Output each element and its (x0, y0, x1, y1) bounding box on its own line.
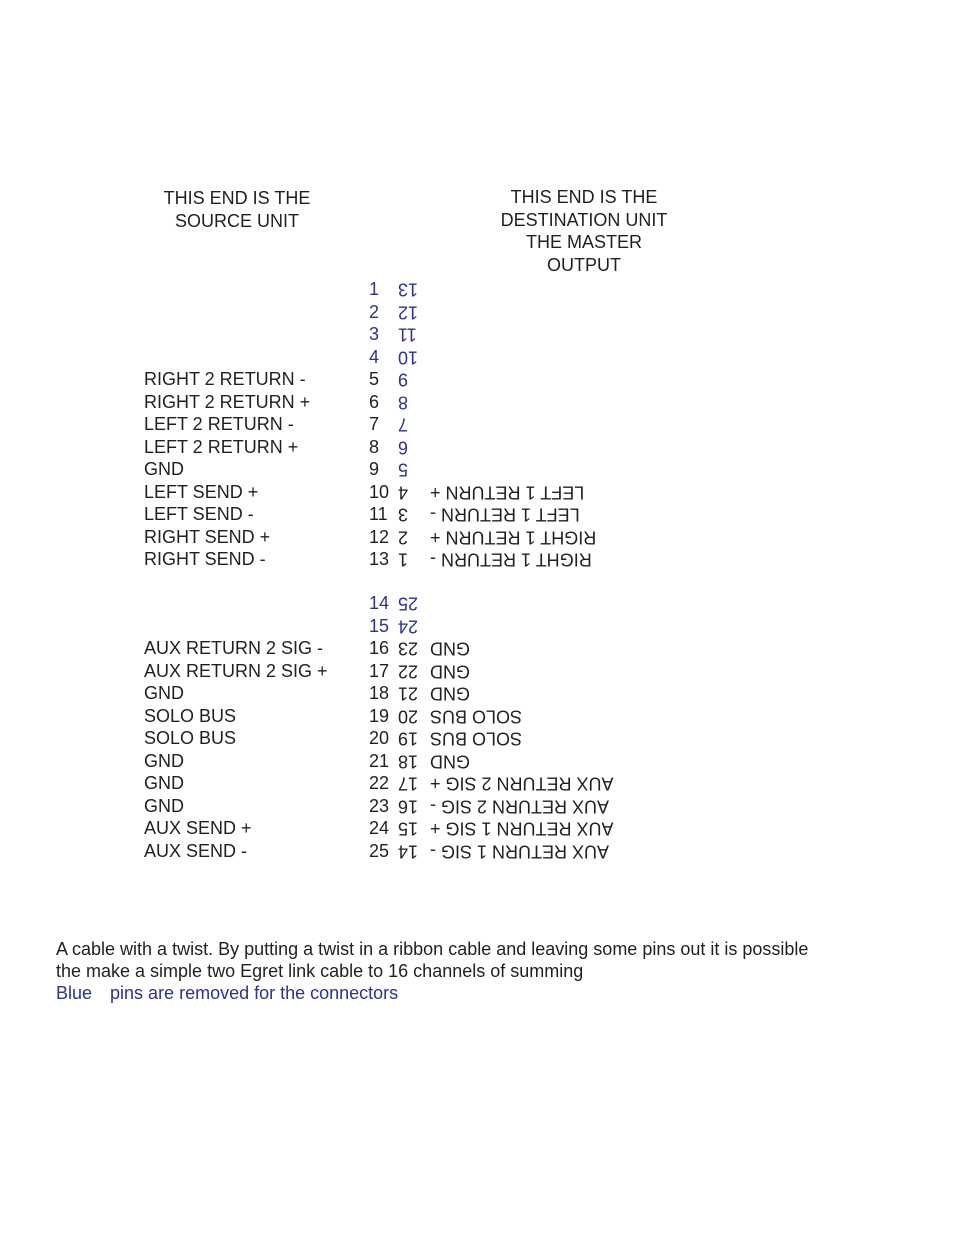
destination-pin-number: 23 (398, 638, 419, 659)
destination-pin-number: 7 (398, 414, 409, 435)
source-pin-number: 22 (369, 773, 390, 793)
source-signal-label: GND (144, 683, 184, 703)
source-pin-number: 5 (369, 369, 380, 389)
destination-signal-label: GND (430, 683, 470, 704)
legend-text: pins are removed for the connectors (110, 983, 399, 1003)
pin-row (0, 436, 954, 459)
source-signal-label: GND (144, 773, 184, 793)
source-pin-number: 25 (369, 840, 390, 861)
source-signal-label: RIGHT SEND - (144, 549, 266, 569)
pin-row (0, 705, 954, 728)
source-header-line: SOURCE UNIT (174, 210, 299, 231)
source-pin-number: 6 (369, 391, 380, 412)
pin-row (0, 301, 954, 324)
source-pin-number: 17 (369, 660, 390, 681)
pin-row (0, 817, 954, 840)
pin-row (0, 592, 954, 615)
pin-row (0, 615, 954, 638)
destination-signal-label: GND (430, 661, 470, 681)
pin-row (0, 346, 954, 369)
pin-row (0, 660, 954, 683)
pin-row (0, 682, 954, 705)
pin-row (0, 750, 954, 773)
source-pin-number: 14 (369, 593, 390, 613)
source-pin-number: 4 (369, 346, 380, 367)
destination-signal-label: GND (430, 638, 470, 659)
destination-signal-label: LEFT 1 RETURN + (430, 482, 585, 502)
destination-pin-number: 14 (398, 841, 419, 861)
source-signal-label: LEFT SEND + (144, 481, 259, 502)
source-pin-number: 16 (369, 638, 390, 658)
destination-signal-label: RIGHT 1 RETURN + (430, 527, 597, 547)
source-pin-number: 21 (369, 750, 390, 771)
pin-row (0, 772, 954, 795)
cable-description-line-1: A cable with a twist. By putting a twist in a ribbon cable and leaving some pins out it is possible (56, 939, 809, 959)
destination-pin-number: 17 (398, 773, 419, 794)
pin-row (0, 548, 954, 571)
destination-signal-label: GND (430, 751, 470, 771)
destination-pin-number: 25 (398, 593, 419, 614)
destination-header-line: THIS END IS THE (510, 187, 658, 207)
pin-row (0, 458, 954, 481)
source-pin-number: 13 (369, 549, 390, 569)
destination-header-line: DESTINATION UNIT (500, 209, 668, 230)
pin-row (0, 840, 954, 863)
destination-unit-header (484, 186, 684, 276)
source-pin-number: 10 (369, 481, 390, 502)
destination-pin-number: 6 (398, 437, 409, 457)
destination-header-line: OUTPUT (547, 254, 621, 275)
source-signal-label: RIGHT SEND + (144, 526, 271, 547)
source-pin-number: 15 (369, 615, 390, 636)
source-signal-label: LEFT SEND - (144, 504, 254, 524)
legend-blue-word: Blue (56, 983, 93, 1003)
pin-row (0, 278, 954, 301)
destination-pin-number: 24 (398, 616, 419, 636)
source-pin-number: 20 (369, 728, 390, 748)
source-pin-number: 19 (369, 705, 390, 726)
pin-row (0, 727, 954, 750)
pin-row (0, 323, 954, 346)
destination-pin-number: 19 (398, 728, 419, 749)
destination-signal-label: AUX RETURN 1 SIG - (430, 841, 610, 861)
source-signal-label: SOLO BUS (144, 728, 237, 748)
destination-pin-number: 9 (398, 369, 409, 390)
source-signal-label: GND (144, 750, 184, 771)
removed-pins-legend (56, 982, 398, 1005)
source-pin-number: 18 (369, 683, 390, 703)
destination-signal-label: SOLO BUS (430, 706, 523, 726)
pin-row (0, 391, 954, 414)
destination-header-line: THE MASTER (525, 232, 642, 252)
destination-pin-number: 21 (398, 683, 419, 704)
destination-pin-number: 8 (398, 392, 409, 412)
destination-signal-label: LEFT 1 RETURN - (430, 504, 580, 525)
destination-pin-number: 18 (398, 751, 419, 771)
source-signal-label: GND (144, 459, 184, 479)
source-signal-label: LEFT 2 RETURN - (144, 414, 294, 434)
pin-row (0, 503, 954, 526)
destination-pin-number: 4 (398, 482, 409, 502)
destination-signal-label: AUX RETURN 2 SIG + (430, 773, 614, 794)
source-signal-label: AUX SEND + (144, 818, 252, 838)
cable-description-line-2: the make a simple two Egret link cable to 16 channels of summing (56, 961, 584, 981)
source-signal-label: SOLO BUS (144, 705, 237, 726)
destination-signal-label: RIGHT 1 RETURN - (430, 549, 592, 570)
source-pin-number: 7 (369, 414, 380, 434)
source-signal-label: RIGHT 2 RETURN - (144, 369, 306, 389)
destination-pin-number: 20 (398, 706, 419, 726)
destination-signal-label: AUX RETURN 2 SIG - (430, 796, 610, 816)
source-pin-number: 9 (369, 459, 380, 479)
destination-pin-number: 2 (398, 527, 409, 547)
destination-pin-number: 5 (398, 459, 409, 480)
source-pin-number: 2 (369, 301, 380, 322)
destination-pin-number: 16 (398, 796, 419, 816)
destination-pin-number: 10 (398, 347, 419, 367)
source-header-line: THIS END IS THE (163, 188, 311, 208)
destination-pin-number: 11 (398, 324, 417, 345)
pin-row (0, 526, 954, 549)
source-signal-label: AUX SEND - (144, 840, 248, 861)
source-pin-number: 12 (369, 526, 390, 547)
source-signal-label: RIGHT 2 RETURN + (144, 391, 311, 412)
pin-row (0, 413, 954, 436)
destination-signal-label: AUX RETURN 1 SIG + (430, 818, 614, 839)
pin-row (0, 481, 954, 504)
pin-row (0, 795, 954, 818)
destination-pin-number: 15 (398, 818, 419, 839)
destination-signal-label: SOLO BUS (430, 728, 523, 749)
source-pin-number: 1 (369, 279, 380, 299)
destination-pin-number: 3 (398, 504, 409, 525)
source-signal-label: GND (144, 795, 184, 816)
source-signal-label: AUX RETURN 2 SIG - (144, 638, 324, 658)
source-pin-number: 3 (369, 324, 380, 344)
destination-pin-number: 1 (398, 549, 409, 570)
pin-row (0, 368, 954, 391)
source-signal-label: LEFT 2 RETURN + (144, 436, 299, 457)
source-pin-number: 23 (369, 795, 390, 816)
destination-pin-number: 13 (398, 279, 419, 300)
source-unit-header (137, 187, 337, 232)
destination-pin-number: 22 (398, 661, 419, 681)
source-pin-number: 24 (369, 818, 390, 838)
source-signal-label: AUX RETURN 2 SIG + (144, 660, 328, 681)
pin-row (0, 637, 954, 660)
source-pin-number: 11 (369, 504, 388, 524)
destination-pin-number: 12 (398, 302, 419, 322)
source-pin-number: 8 (369, 436, 380, 457)
